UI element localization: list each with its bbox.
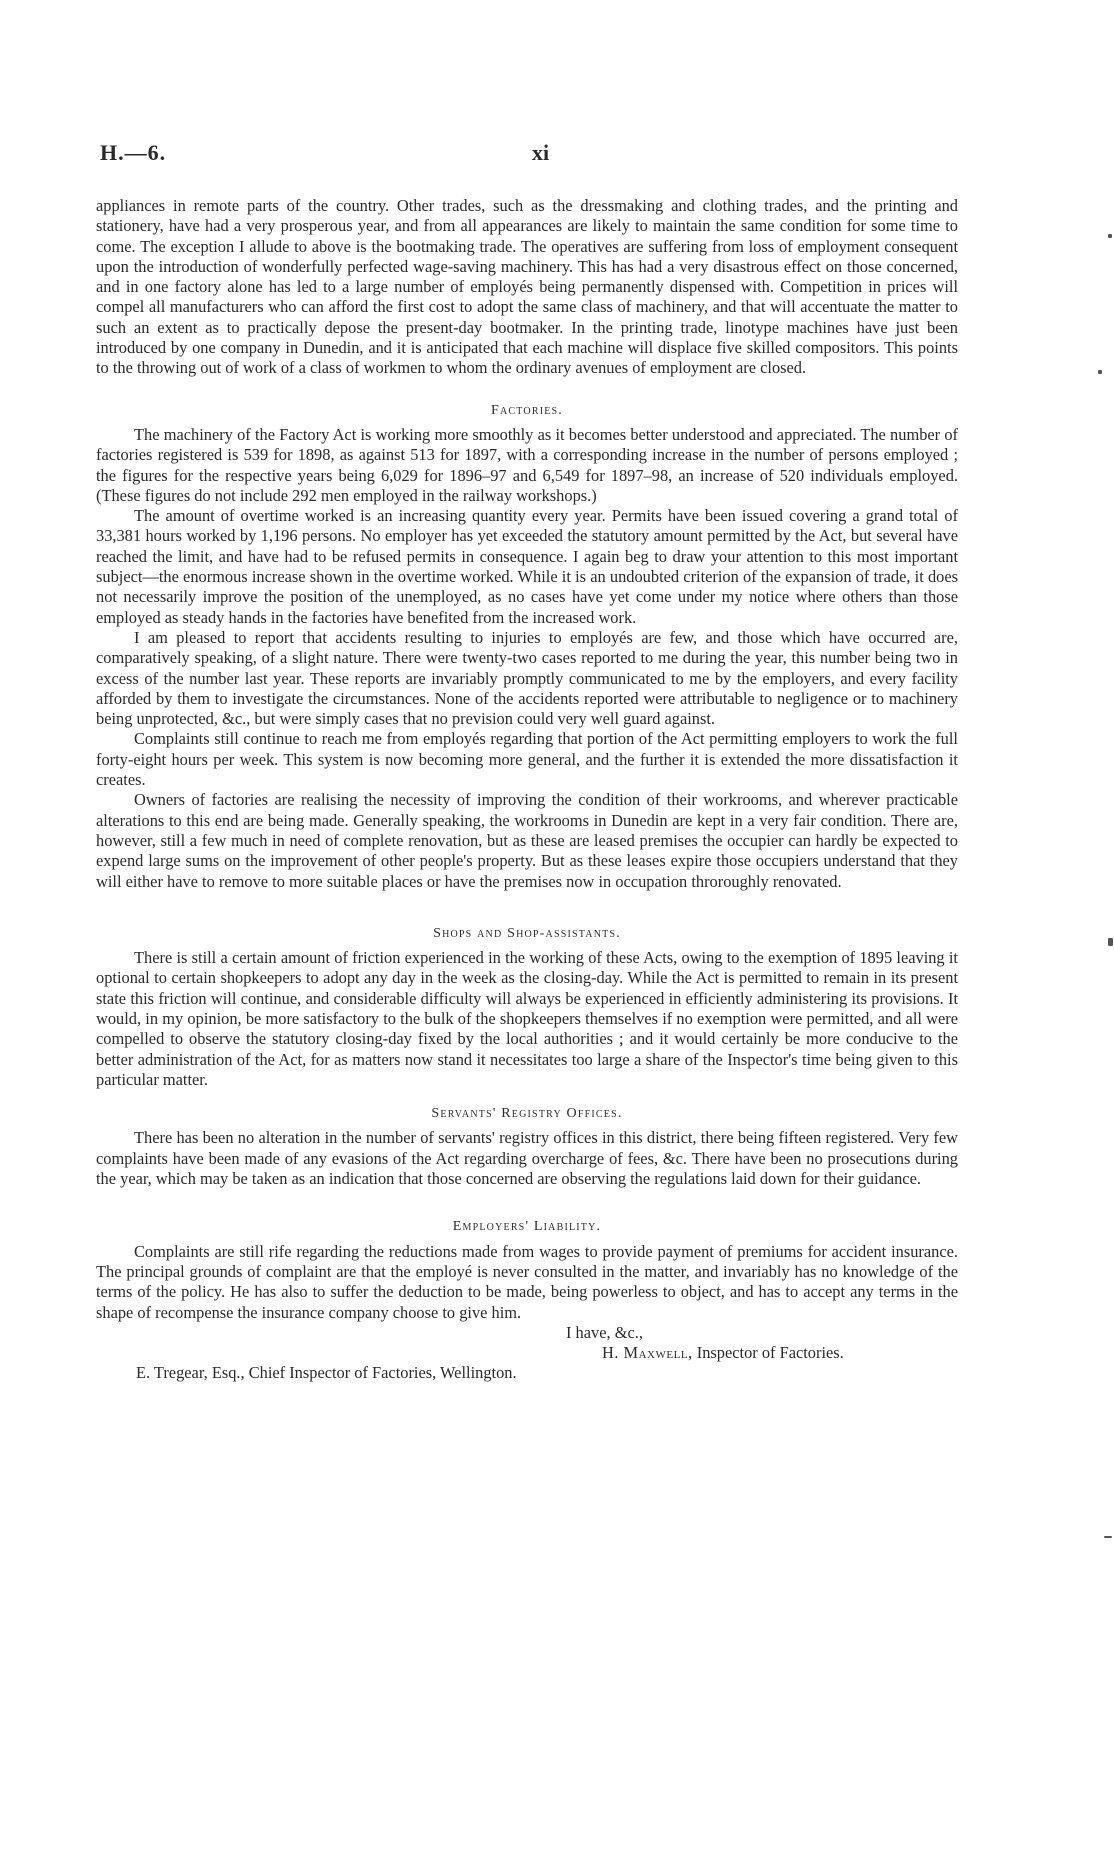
factories-paragraph-overtime: The amount of overtime worked is an increasing quantity every year. Permits have been issued covering a grand total of 33,381 hours worked by 1,196 persons. No employer has yet exceeded the statutory amount permitted by the Act, but several have reached the limit, and have had to be refused permits in consequence. I again beg to draw your attention to this most important subject—the enormous increase shown in the overtime worked. While it is an undoubted criterion of the expansion of trade, it does not necessarily improve the position of the unemployed, as no cases have yet come under my notice where others than those employed as steady hands in the factories have benefited from the increased work. — [96, 506, 958, 627]
factories-heading: Factories. — [491, 402, 563, 418]
employers-liability-heading: Employers' Liability. — [452, 1219, 602, 1235]
employers-liability-paragraph: Complaints are still rife regarding the reductions made from wages to provide payment of premiums for accident insurance. The principal grounds of complaint are that the employé is never consulted in the matter, and invariably has no knowledge of the terms of the policy. He has also to suffer the deduction to be made, being powerless to object, and has to accept any terms in the shape of recompense the insurance company choose to give him. — [96, 1241, 958, 1322]
factories-paragraph-registration: The machinery of the Factory Act is working more smoothly as it becomes better understood and appreciated. The number of factories registered is 539 for 1898, as against 513 for 1897, with a corresponding increase in the number of persons employed ; the figures for the respective years being 6,029 for 1896–97 and 6,549 for 1897–98, an increase of 520 individuals employed. (These figures do not include 292 men employed in the railway workshops.) — [96, 424, 958, 505]
margin-scan-mark — [1104, 1536, 1112, 1538]
factories-paragraph-complaints: Complaints still continue to reach me from employés regarding that portion of the Act permitting employers to work the full forty-eight hours per week. This system is now becoming more general, and the further it is extended the more dissatisfaction it creates. — [96, 729, 958, 790]
shops-heading: Shops and Shop-assistants. — [433, 925, 621, 941]
page-number: xi — [532, 140, 550, 165]
signature-title: Inspector of Factories. — [696, 1343, 844, 1363]
intro-paragraph: appliances in remote parts of the country. Other trades, such as the dressmaking and clothing trades, and the printing and stationery, have had a very prosperous year, and from all appearances are likely to maintain the same condition for some time to come. The exception I allude to above is the bootmaking trade. The operatives are suffering from loss of employment consequent upon the introduction of wonderfully perfected wage-saving machinery. This has had a very disastrous effect on those concerned, and in one factory alone has led to a large number of employés being permanently dispensed with. Competition in prices will compel all manufacturers who can afford the first cost to adopt the same class of machinery, and that will accentuate the matter to such an extent as to practically depose the present-day bootmaker. In the printing trade, linotype machines have just been introduced by one company in Dunedin, and it is anticipated that each machine will displace five skilled compositors. This points to the throwing out of work of a class of workmen to whom the ordinary avenues of employment are closed. — [96, 196, 958, 378]
signature-name: H. Maxwell, — [602, 1343, 693, 1363]
margin-scan-mark — [1108, 938, 1113, 946]
closing-salutation: I have, &c., — [566, 1322, 643, 1342]
report-body — [96, 196, 958, 1384]
addressee: E. Tregear, Esq., Chief Inspector of Factories, Wellington. — [136, 1363, 517, 1383]
document-reference: H.—6. — [100, 140, 167, 165]
servants-registry-heading: Servants' Registry Offices. — [431, 1106, 623, 1122]
margin-scan-mark — [1108, 234, 1112, 238]
factories-paragraph-workrooms: Owners of factories are realising the necessity of improving the condition of their workrooms, and wherever practicable alterations to this end are being made. Generally speaking, the workrooms in Dunedin are kept in a very fair condition. There are, however, still a few much in need of complete renovation, but as these are leased premises the occupier can hardly be expected to expend large sums on the improvement of other people's property. But as these leases expire those occupiers understand that they will either have to remove to more suitable places or have the premises now in occupation throroughly renovated. — [96, 790, 958, 891]
signature — [602, 1343, 958, 1363]
factories-paragraph-accidents: I am pleased to report that accidents resulting to injuries to employés are few, and those which have occurred are, comparatively speaking, of a slight nature. There were twenty-two cases reported to me during the year, this number being two in excess of the number last year. These reports are invariably promptly communicated to me by the employers, and every facility afforded by them to investigate the circumstances. None of the accidents reported were attributable to negligence or to machinery being unprotected, &c., but were simply cases that no prevision could very well guard against. — [96, 627, 958, 729]
page-header — [100, 140, 960, 170]
margin-scan-mark — [1098, 370, 1102, 374]
servants-registry-paragraph: There has been no alteration in the number of servants' registry offices in this district, there being fifteen registered. Very few complaints have been made of any evasions of the Act regarding overcharge of fees, &c. There have been no prosecutions during the year, which may be taken as an indication that those concerned are observing the regulations laid down for their guidance. — [96, 1128, 958, 1189]
shops-paragraph: There is still a certain amount of friction experienced in the working of these Acts, owing to the exemption of 1895 leaving it optional to certain shopkeepers to adopt any day in the week as the closing-day. While the Act is permitted to remain in its present state this friction will continue, and considerable difficulty will always be experienced in efficiently administering its provisions. It would, in my opinion, be more satisfactory to the bulk of the shopkeepers themselves if no exemption were permitted, and all were compelled to observe the statutory closing-day fixed by the local authorities ; and it would certainly be more conducive to the better administration of the Act, for as matters now stand it necessitates too large a share of the Inspector's time being given to this particular matter. — [96, 948, 958, 1089]
